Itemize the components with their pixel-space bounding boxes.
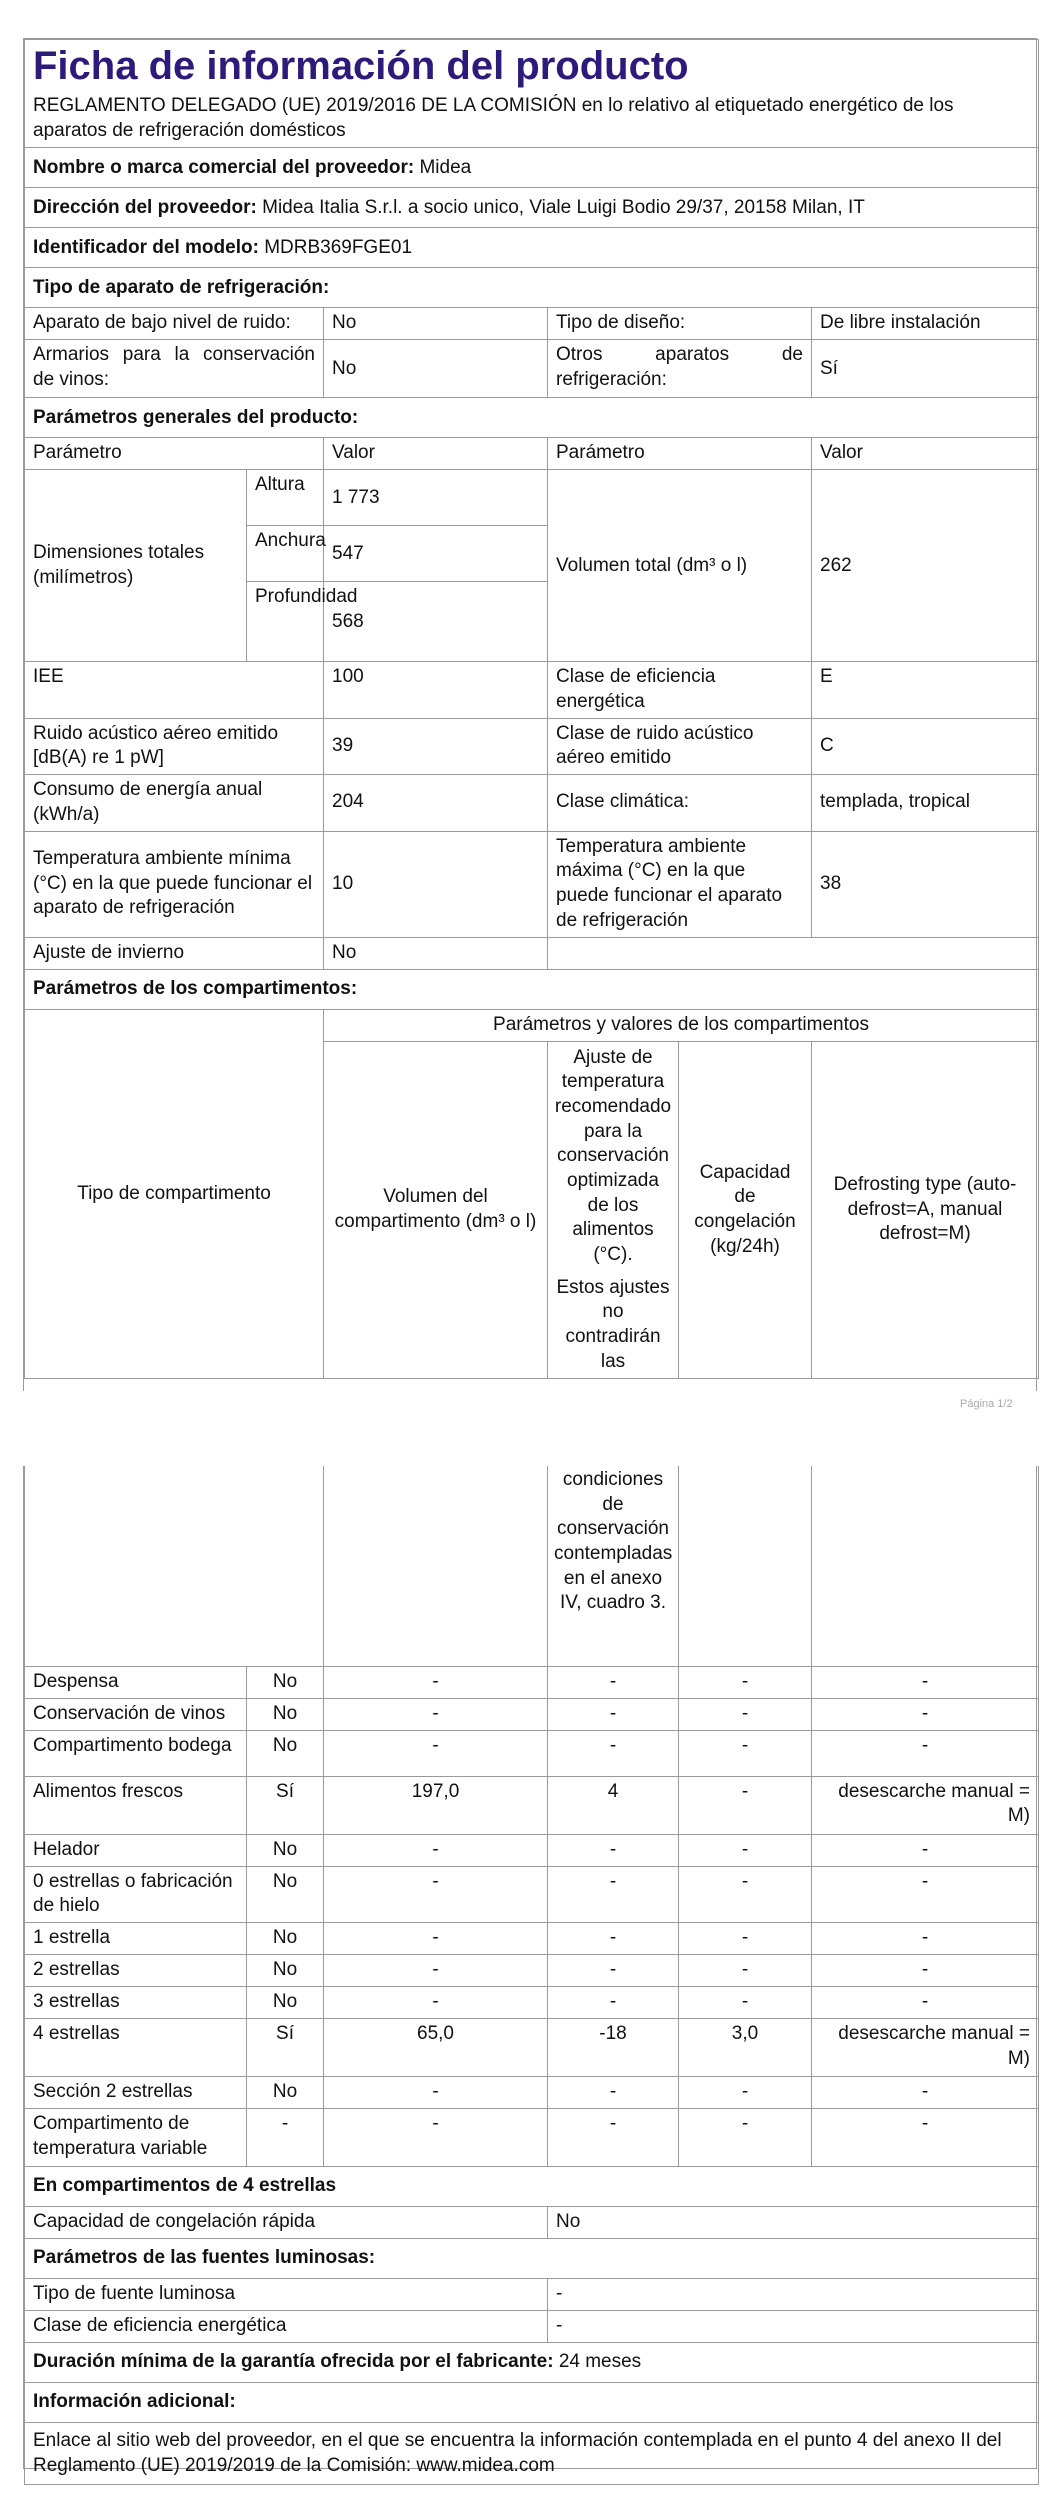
light-type-label: Tipo de fuente luminosa [25, 2278, 548, 2310]
compartment-name: 2 estrellas [25, 1954, 247, 1986]
wine-storage-value: No [324, 340, 548, 398]
compartment-temp: -18 [548, 2018, 679, 2076]
supplier-address-label: Dirección del proveedor: [33, 196, 257, 218]
continued-empty-cell [324, 1466, 548, 1666]
compartment-row [25, 1698, 1039, 1730]
compartment-present: No [247, 1866, 324, 1922]
compartment-freezing: - [679, 1666, 812, 1698]
defrost-type-header: Defrosting type (auto-defrost=A, manual defrost=M) [812, 1041, 1039, 1379]
warranty-row [25, 2342, 1039, 2382]
noise-value: 39 [324, 718, 548, 774]
min-temp-label: Temperatura ambiente mínima (°C) en la que puede funcionar el aparato de refrigeración [25, 831, 324, 937]
page-two [23, 1466, 1037, 2476]
supplier-name-label: Nombre o marca comercial del proveedor: [33, 156, 415, 178]
compartment-type-header: Tipo de compartimento [25, 1009, 324, 1379]
compartment-row [25, 1730, 1039, 1776]
compartment-temp: 4 [548, 1776, 679, 1834]
compartment-name: Compartimento bodega [25, 1730, 247, 1776]
model-label: Identificador del modelo: [33, 236, 259, 258]
total-volume-value: 262 [812, 470, 1039, 662]
page-one [23, 38, 1037, 1391]
efficiency-class-value: E [812, 662, 1039, 718]
compartment-name: 4 estrellas [25, 2018, 247, 2076]
noise-class-value: C [812, 718, 1039, 774]
compartment-params-heading: Parámetros de los compartimentos: [25, 969, 1039, 1009]
product-info-table-page1 [24, 39, 1039, 1379]
freezing-capacity-header: Capacidad de congelación (kg/24h) [679, 1041, 812, 1379]
compartment-temp: - [548, 2108, 679, 2166]
compartment-defrost: - [812, 1730, 1039, 1776]
compartment-volume: - [324, 1666, 548, 1698]
continued-empty-cell [679, 1466, 812, 1666]
compartment-present: No [247, 1986, 324, 2018]
compartment-volume: - [324, 1954, 548, 1986]
compartment-freezing: - [679, 1776, 812, 1834]
compartment-defrost: desescarche manual = M) [812, 2018, 1039, 2076]
compartment-volume: - [324, 1866, 548, 1922]
empty-cell [548, 937, 1039, 969]
energy-consumption-value: 204 [324, 775, 548, 831]
compartment-freezing: - [679, 1730, 812, 1776]
compartment-freezing: - [679, 1954, 812, 1986]
supplier-address-row [25, 188, 1039, 228]
compartment-defrost: - [812, 2108, 1039, 2166]
compartment-present: No [247, 1730, 324, 1776]
climate-class-value: templada, tropical [812, 775, 1039, 831]
compartment-defrost: - [812, 1986, 1039, 2018]
regulation-subtitle: REGLAMENTO DELEGADO (UE) 2019/2016 DE LA COMISIÓN en lo relativo al etiquetado energético de los aparatos de refrigeración domésticos [33, 95, 954, 141]
continued-empty-cell [812, 1466, 1039, 1666]
design-type-label: Tipo de diseño: [548, 308, 812, 340]
compartment-temp: - [548, 1986, 679, 2018]
compartment-present: No [247, 1954, 324, 1986]
continued-empty-cell [25, 1466, 324, 1666]
wine-storage-label: Armarios para la conservación de vinos: [25, 340, 324, 398]
light-class-value: - [548, 2310, 1039, 2342]
compartment-defrost: - [812, 1666, 1039, 1698]
compartment-name: 1 estrella [25, 1922, 247, 1954]
compartment-name: 3 estrellas [25, 1986, 247, 2018]
dimensions-label: Dimensiones totales (milímetros) [25, 470, 247, 662]
compartment-row [25, 1666, 1039, 1698]
compartment-temp: - [548, 1698, 679, 1730]
width-label: Anchura [247, 526, 324, 582]
compartment-freezing: - [679, 2108, 812, 2166]
page-break [0, 1392, 1059, 1466]
depth-label: Profundidad [247, 582, 324, 662]
recommended-temp-header [548, 1041, 679, 1379]
fast-freeze-label: Capacidad de congelación rápida [25, 2206, 548, 2238]
compartment-freezing: - [679, 2076, 812, 2108]
compartment-temp: - [548, 1666, 679, 1698]
supplier-name-value: Midea [419, 156, 472, 178]
compartment-temp: - [548, 1730, 679, 1776]
compartment-defrost: - [812, 1922, 1039, 1954]
other-appliance-value: Sí [812, 340, 1039, 398]
compartment-temp: - [548, 2076, 679, 2108]
compartment-volume: - [324, 2108, 548, 2166]
compartment-row [25, 2108, 1039, 2166]
total-volume-label: Volumen total (dm³ o l) [548, 470, 812, 662]
supplier-address-value: Midea Italia S.r.l. a socio unico, Viale Luigi Bodio 29/37, 20158 Milan, IT [262, 196, 865, 218]
winter-setting-value: No [324, 937, 548, 969]
compartment-name: Alimentos frescos [25, 1776, 247, 1834]
page-number: Página 1/2 [960, 1398, 1013, 1410]
compartment-row [25, 1986, 1039, 2018]
compartment-name: Sección 2 estrellas [25, 2076, 247, 2108]
compartment-present: - [247, 2108, 324, 2166]
compartment-group-header: Parámetros y valores de los compartimentos [324, 1009, 1039, 1041]
compartment-volume: - [324, 1730, 548, 1776]
additional-info-text: Enlace al sitio web del proveedor, en el que se encuentra la información contemplada en el punto 4 del anexo II del Reglamento (UE) 2019/2019 de la Comisión: [33, 2429, 1002, 2476]
compartment-volume-header: Volumen del compartimento (dm³ o l) [324, 1041, 548, 1379]
compartment-defrost: - [812, 1866, 1039, 1922]
compartment-present: No [247, 1698, 324, 1730]
compartment-freezing: - [679, 1986, 812, 2018]
compartment-present: No [247, 1922, 324, 1954]
climate-class-label: Clase climática: [548, 775, 812, 831]
light-source-heading: Parámetros de las fuentes luminosas: [25, 2238, 1039, 2278]
compartment-row [25, 1866, 1039, 1922]
compartment-row [25, 1922, 1039, 1954]
depth-value: 568 [324, 582, 548, 662]
efficiency-class-label: Clase de eficiencia energética [548, 662, 812, 718]
warranty-value: 24 meses [558, 2351, 642, 2373]
compartment-row [25, 1776, 1039, 1834]
compartment-defrost: - [812, 1834, 1039, 1866]
appliance-type-heading: Tipo de aparato de refrigeración: [25, 268, 1039, 308]
compartment-freezing: - [679, 1834, 812, 1866]
compartment-freezing: - [679, 1866, 812, 1922]
compartment-volume: - [324, 1834, 548, 1866]
energy-consumption-label: Consumo de energía anual (kWh/a) [25, 775, 324, 831]
page-title: Ficha de información del producto [33, 44, 689, 88]
col-param-header: Parámetro [25, 438, 324, 470]
recommended-temp-text: Ajuste de temperatura recomendado para la conservación optimizada de los alimentos (°C). [554, 1046, 672, 1265]
compartment-defrost: - [812, 1954, 1039, 1986]
product-info-table-page2 [24, 1466, 1039, 2485]
compartment-volume: - [324, 2076, 548, 2108]
height-value: 1 773 [324, 470, 548, 526]
low-noise-value: No [324, 308, 548, 340]
compartment-name: Despensa [25, 1666, 247, 1698]
compartment-volume: - [324, 1698, 548, 1730]
four-star-heading: En compartimentos de 4 estrellas [25, 2166, 1039, 2206]
design-type-value: De libre instalación [812, 308, 1039, 340]
width-value: 547 [324, 526, 548, 582]
compartment-defrost: desescarche manual = M) [812, 1776, 1039, 1834]
col-value-header-2: Valor [812, 438, 1039, 470]
compartment-rows [25, 1666, 1039, 2166]
eei-label: IEE [25, 662, 324, 718]
compartment-volume: 65,0 [324, 2018, 548, 2076]
compartment-freezing: - [679, 1922, 812, 1954]
compartment-name: 0 estrellas o fabricación de hielo [25, 1866, 247, 1922]
compartment-volume: - [324, 1986, 548, 2018]
low-noise-label: Aparato de bajo nivel de ruido: [25, 308, 324, 340]
compartment-temp: - [548, 1954, 679, 1986]
recommended-temp-note: Estos ajustes no contradirán las [556, 1276, 670, 1372]
compartment-name: Helador [25, 1834, 247, 1866]
noise-class-label: Clase de ruido acústico aéreo emitido [548, 718, 812, 774]
additional-info-row [25, 2422, 1039, 2484]
col-param-header-2: Parámetro [548, 438, 812, 470]
compartment-row [25, 1954, 1039, 1986]
compartment-present: No [247, 1666, 324, 1698]
compartment-defrost: - [812, 2076, 1039, 2108]
additional-info-heading: Información adicional: [25, 2382, 1039, 2422]
min-temp-value: 10 [324, 831, 548, 937]
compartment-defrost: - [812, 1698, 1039, 1730]
light-type-value: - [548, 2278, 1039, 2310]
noise-label: Ruido acústico aéreo emitido [dB(A) re 1 pW] [25, 718, 324, 774]
fast-freeze-value: No [548, 2206, 1039, 2238]
recommended-temp-continued: condiciones de conservación contempladas en el anexo IV, cuadro 3. [548, 1466, 679, 1666]
other-appliance-label: Otros aparatos de refrigeración: [548, 340, 812, 398]
compartment-name: Conservación de vinos [25, 1698, 247, 1730]
general-params-heading: Parámetros generales del producto: [25, 398, 1039, 438]
compartment-row [25, 2076, 1039, 2108]
compartment-temp: - [548, 1922, 679, 1954]
compartment-freezing: 3,0 [679, 2018, 812, 2076]
compartment-name: Compartimento de temperatura variable [25, 2108, 247, 2166]
compartment-present: Sí [247, 1776, 324, 1834]
model-row [25, 228, 1039, 268]
compartment-temp: - [548, 1834, 679, 1866]
compartment-volume: - [324, 1922, 548, 1954]
compartment-row [25, 2018, 1039, 2076]
height-label: Altura [247, 470, 324, 526]
warranty-label: Duración mínima de la garantía ofrecida por el fabricante: [33, 2351, 554, 2373]
eei-value: 100 [324, 662, 548, 718]
winter-setting-label: Ajuste de invierno [25, 937, 324, 969]
compartment-volume: 197,0 [324, 1776, 548, 1834]
supplier-website-link[interactable]: www.midea.com [416, 2454, 555, 2476]
compartment-present: Sí [247, 2018, 324, 2076]
compartment-temp: - [548, 1866, 679, 1922]
compartment-present: No [247, 1834, 324, 1866]
compartment-present: No [247, 2076, 324, 2108]
max-temp-label: Temperatura ambiente máxima (°C) en la que puede funcionar el aparato de refrigeración [548, 831, 812, 937]
model-value: MDRB369FGE01 [264, 236, 413, 258]
compartment-row [25, 1834, 1039, 1866]
max-temp-value: 38 [812, 831, 1039, 937]
compartment-freezing: - [679, 1698, 812, 1730]
supplier-name-row [25, 148, 1039, 188]
col-value-header: Valor [324, 438, 548, 470]
light-class-label: Clase de eficiencia energética [25, 2310, 548, 2342]
